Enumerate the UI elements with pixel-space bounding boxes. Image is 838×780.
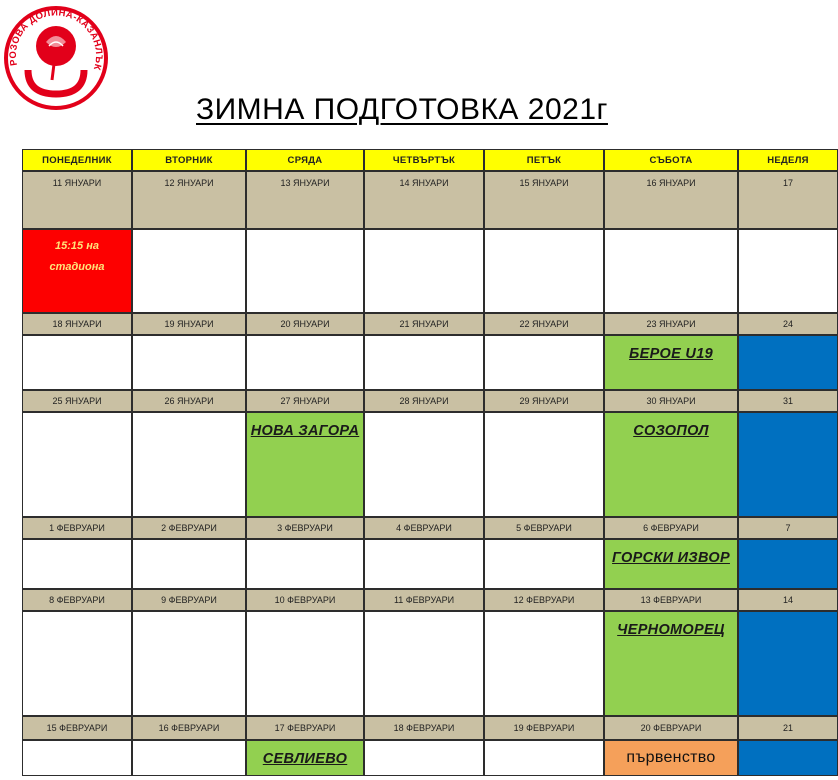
event-cell [364, 611, 484, 716]
event-cell [604, 412, 738, 517]
day-label: ПОНЕДЕЛНИК [42, 154, 112, 166]
date-cell [364, 716, 484, 740]
date-cell [132, 589, 246, 611]
date-cell [484, 589, 604, 611]
date-label: 15 ФЕВРУАРИ [46, 723, 108, 733]
event-note: 15:15 на [55, 240, 99, 252]
date-label: 20 ФЕВРУАРИ [640, 723, 702, 733]
event-cell [484, 740, 604, 776]
date-label: 6 ФЕВРУАРИ [643, 523, 699, 533]
date-cell [604, 716, 738, 740]
date-label: 26 ЯНУАРИ [164, 396, 214, 406]
event-cell [132, 740, 246, 776]
date-label: 17 ФЕВРУАРИ [274, 723, 336, 733]
date-cell [22, 171, 132, 229]
day-label: СРЯДА [287, 154, 323, 166]
event-cell [484, 412, 604, 517]
event-cell [738, 539, 838, 589]
day-header [738, 149, 838, 171]
day-header [484, 149, 604, 171]
event-cell [246, 539, 364, 589]
event-cell [364, 539, 484, 589]
date-cell [364, 171, 484, 229]
event-cell [364, 740, 484, 776]
date-label: 24 [782, 319, 793, 329]
event-cell [738, 335, 838, 390]
date-cell [364, 589, 484, 611]
date-label: 16 ФЕВРУАРИ [158, 723, 220, 733]
date-label: 10 ФЕВРУАРИ [274, 595, 336, 605]
date-cell [132, 171, 246, 229]
event-cell [132, 335, 246, 390]
date-label: 13 ЯНУАРИ [280, 178, 330, 188]
day-header [132, 149, 246, 171]
date-label: 11 ЯНУАРИ [52, 178, 102, 188]
date-cell [22, 716, 132, 740]
svg-text:РОЗОВА ДОЛИНА-КАЗАНЛЪК: РОЗОВА ДОЛИНА-КАЗАНЛЪК [7, 7, 105, 72]
date-label: 30 ЯНУАРИ [646, 396, 696, 406]
event-cell [738, 229, 838, 313]
day-header [22, 149, 132, 171]
date-cell [246, 171, 364, 229]
day-label: ЧЕТВЪРТЪК [392, 154, 456, 166]
date-label: 25 ЯНУАРИ [52, 396, 102, 406]
date-label: 19 ФЕВРУАРИ [513, 723, 575, 733]
date-label: 21 [782, 723, 793, 733]
day-label: НЕДЕЛЯ [767, 154, 809, 166]
date-cell [484, 390, 604, 412]
date-cell [604, 171, 738, 229]
event-cell [246, 335, 364, 390]
date-label: 18 ЯНУАРИ [52, 319, 102, 329]
event-cell [738, 740, 838, 776]
event-cell [22, 229, 132, 313]
event-cell [132, 539, 246, 589]
date-cell [604, 589, 738, 611]
date-label: 19 ЯНУАРИ [164, 319, 214, 329]
opponent-label: ГОРСКИ ИЗВОР [612, 550, 730, 566]
date-label: 12 ЯНУАРИ [164, 178, 214, 188]
date-label: 16 ЯНУАРИ [646, 178, 696, 188]
date-label: 18 ФЕВРУАРИ [393, 723, 455, 733]
date-cell [22, 390, 132, 412]
opponent-label: СОЗОПОЛ [633, 423, 709, 439]
opponent-label: БЕРОЕ U19 [629, 346, 713, 362]
event-cell [738, 611, 838, 716]
event-label: първенство [626, 749, 716, 766]
event-cell [132, 412, 246, 517]
event-note: стадиона [49, 261, 105, 273]
date-label: 7 [785, 523, 791, 533]
event-cell [364, 412, 484, 517]
day-label: СЪБОТА [649, 154, 693, 166]
date-cell [246, 589, 364, 611]
date-label: 1 ФЕВРУАРИ [49, 523, 105, 533]
day-header [246, 149, 364, 171]
date-cell [738, 171, 838, 229]
event-cell [604, 335, 738, 390]
event-cell [246, 412, 364, 517]
event-cell [604, 229, 738, 313]
date-label: 2 ФЕВРУАРИ [161, 523, 217, 533]
event-cell [22, 740, 132, 776]
event-cell [246, 229, 364, 313]
date-cell [484, 716, 604, 740]
date-cell [604, 313, 738, 335]
date-label: 15 ЯНУАРИ [519, 178, 569, 188]
date-label: 27 ЯНУАРИ [280, 396, 330, 406]
date-label: 20 ЯНУАРИ [280, 319, 330, 329]
date-cell [364, 313, 484, 335]
date-cell [246, 390, 364, 412]
event-cell [364, 229, 484, 313]
event-cell [484, 611, 604, 716]
club-logo [2, 2, 110, 110]
date-cell [246, 517, 364, 539]
opponent-label: СЕВЛИЕВО [262, 751, 348, 767]
event-cell [132, 229, 246, 313]
date-label: 3 ФЕВРУАРИ [277, 523, 333, 533]
date-cell [604, 390, 738, 412]
event-cell [22, 611, 132, 716]
date-cell [364, 517, 484, 539]
opponent-label: ЧЕРНОМОРЕЦ [617, 622, 725, 638]
date-cell [22, 517, 132, 539]
date-label: 17 [782, 178, 793, 188]
date-label: 5 ФЕВРУАРИ [516, 523, 572, 533]
page-title: ЗИМНА ПОДГОТОВКА 2021г [196, 93, 608, 126]
event-cell [604, 740, 738, 776]
date-label: 14 ЯНУАРИ [399, 178, 449, 188]
event-cell [246, 740, 364, 776]
date-cell [738, 390, 838, 412]
event-cell [132, 611, 246, 716]
date-cell [132, 390, 246, 412]
event-cell [22, 412, 132, 517]
date-label: 28 ЯНУАРИ [399, 396, 449, 406]
date-cell [132, 313, 246, 335]
date-cell [738, 517, 838, 539]
date-cell [738, 589, 838, 611]
date-cell [738, 313, 838, 335]
date-cell [484, 171, 604, 229]
date-label: 21 ЯНУАРИ [399, 319, 449, 329]
event-cell [604, 611, 738, 716]
date-cell [738, 716, 838, 740]
event-cell [484, 539, 604, 589]
date-label: 12 ФЕВРУАРИ [513, 595, 575, 605]
date-label: 13 ФЕВРУАРИ [640, 595, 702, 605]
event-cell [22, 539, 132, 589]
date-label: 14 [782, 595, 793, 605]
date-label: 31 [782, 396, 793, 406]
event-cell [738, 412, 838, 517]
event-cell [364, 335, 484, 390]
event-cell [484, 335, 604, 390]
date-cell [132, 716, 246, 740]
date-cell [246, 313, 364, 335]
date-cell [364, 390, 484, 412]
event-cell [22, 335, 132, 390]
date-label: 8 ФЕВРУАРИ [49, 595, 105, 605]
date-label: 23 ЯНУАРИ [646, 319, 696, 329]
date-label: 4 ФЕВРУАРИ [396, 523, 452, 533]
date-label: 22 ЯНУАРИ [519, 319, 569, 329]
date-cell [484, 313, 604, 335]
day-label: ВТОРНИК [165, 154, 213, 166]
day-header [604, 149, 738, 171]
event-cell [246, 611, 364, 716]
day-label: ПЕТЪК [526, 154, 562, 166]
date-cell [604, 517, 738, 539]
date-cell [246, 716, 364, 740]
opponent-label: НОВА ЗАГОРА [250, 423, 360, 439]
date-cell [22, 589, 132, 611]
date-label: 9 ФЕВРУАРИ [161, 595, 217, 605]
date-label: 29 ЯНУАРИ [519, 396, 569, 406]
date-cell [132, 517, 246, 539]
date-label: 11 ФЕВРУАРИ [393, 595, 455, 605]
event-cell [484, 229, 604, 313]
day-header [364, 149, 484, 171]
date-cell [22, 313, 132, 335]
date-cell [484, 517, 604, 539]
event-cell [604, 539, 738, 589]
